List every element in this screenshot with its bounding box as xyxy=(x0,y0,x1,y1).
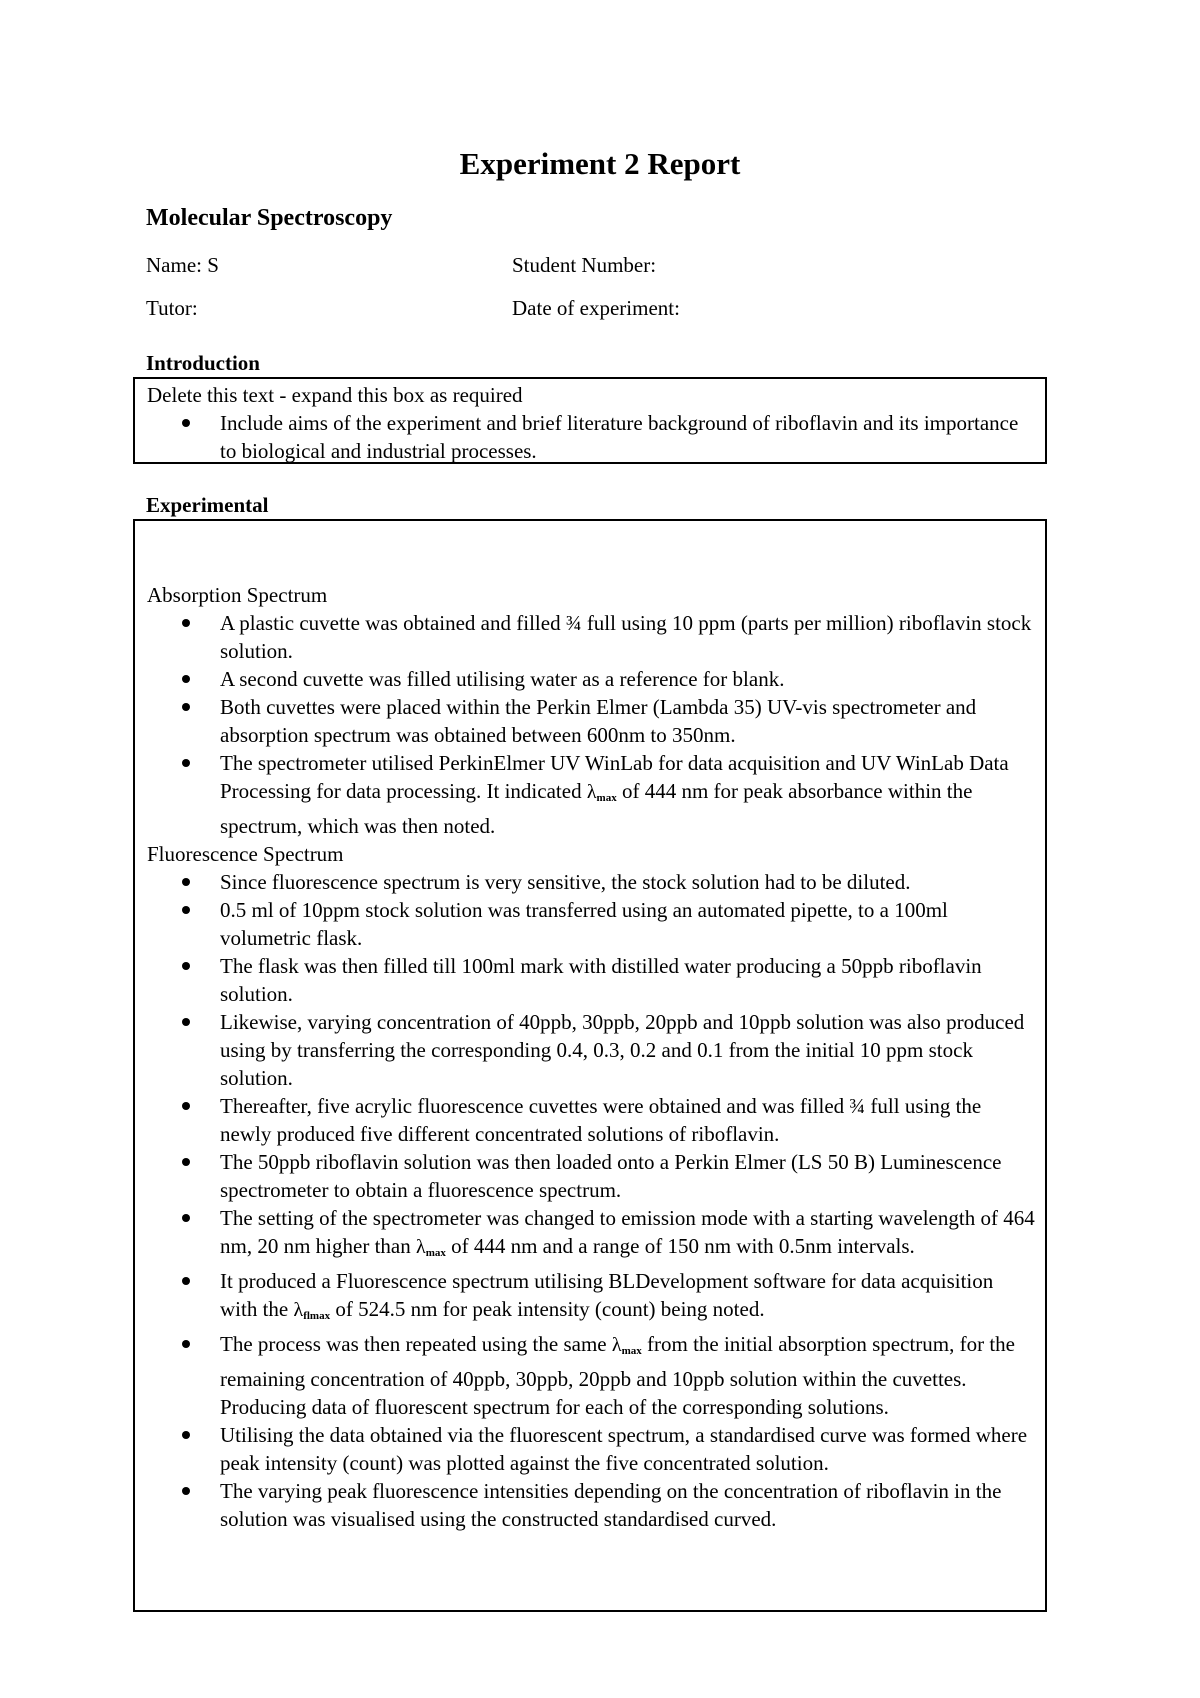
list-item xyxy=(220,1204,1035,1267)
bullet-icon xyxy=(182,1018,190,1026)
list-item xyxy=(220,868,1035,896)
tutor-field: Tutor: xyxy=(146,296,198,320)
list-item xyxy=(220,952,1035,1008)
list-item xyxy=(220,693,1035,749)
bullet-icon xyxy=(182,962,190,970)
introduction-box xyxy=(133,377,1047,464)
page-subtitle: Molecular Spectroscopy xyxy=(146,205,393,231)
list-item-text: A second cuvette was filled utilising water as a reference for blank. xyxy=(220,667,785,691)
bullet-icon xyxy=(182,703,190,711)
lambda-symbol: $\lambda_{max}$ xyxy=(611,1334,642,1357)
list-item-text: Since fluorescence spectrum is very sensitive, the stock solution had to be diluted. xyxy=(220,870,911,894)
list-item-text: The spectrometer utilised PerkinElmer UV WinLab for data acquisition and UV WinLab Data Processing for data processing. It indicated $\lambda_{max}$ of 444 nm for peak absorbance within the spectrum, which was then noted. xyxy=(220,751,1009,838)
bullet-icon xyxy=(182,619,190,627)
list-item xyxy=(220,1477,1035,1533)
bullet-icon xyxy=(182,878,190,886)
bullet-icon xyxy=(182,1214,190,1222)
page-title: Experiment 2 Report xyxy=(459,146,741,181)
introduction-list xyxy=(147,409,1035,465)
list-item-text: Thereafter, five acrylic fluorescence cuvettes were obtained and was filled ¾ full using the newly produced five different concentrated solutions of riboflavin. xyxy=(220,1094,982,1146)
list-item-text: The 50ppb riboflavin solution was then loaded onto a Perkin Elmer (LS 50 B) Luminescence spectrometer to obtain a fluorescence spectrum. xyxy=(220,1150,1002,1202)
bullet-icon xyxy=(182,1277,190,1285)
list-item xyxy=(220,665,1035,693)
fluorescence-list xyxy=(147,868,1035,1533)
list-item xyxy=(220,1267,1035,1330)
list-item xyxy=(220,1148,1035,1204)
list-item-text: 0.5 ml of 10ppm stock solution was transferred using an automated pipette, to a 100ml volumetric flask. xyxy=(220,898,948,950)
list-item-text: The varying peak fluorescence intensities depending on the concentration of riboflavin in the solution was visualised using the constructed standardised curved. xyxy=(220,1479,1002,1531)
bullet-icon xyxy=(182,1487,190,1495)
list-item-text: Likewise, varying concentration of 40ppb, 30ppb, 20ppb and 10ppb solution was also produced using by transferring the corresponding 0.4, 0.3, 0.2 and 0.1 from the initial 10 ppm stock solution. xyxy=(220,1010,1025,1090)
list-item xyxy=(220,1008,1035,1092)
bullet-icon xyxy=(182,675,190,683)
bullet-icon xyxy=(182,906,190,914)
lambda-symbol: $\lambda_{max}$ xyxy=(586,781,617,804)
experimental-box xyxy=(133,519,1047,1612)
bullet-icon xyxy=(182,419,190,427)
list-item xyxy=(220,896,1035,952)
absorption-list xyxy=(147,609,1035,840)
bullet-icon xyxy=(182,759,190,767)
bullet-icon xyxy=(182,1158,190,1166)
date-of-experiment-field: Date of experiment: xyxy=(512,296,680,320)
list-item-text: A plastic cuvette was obtained and filled ¾ full using 10 ppm (parts per million) riboflavin stock solution. xyxy=(220,611,1032,663)
absorption-heading: Absorption Spectrum xyxy=(147,583,328,607)
list-item-text: The flask was then filled till 100ml mark with distilled water producing a 50ppb riboflavin solution. xyxy=(220,954,982,1006)
fluorescence-heading: Fluorescence Spectrum xyxy=(147,842,344,866)
list-item xyxy=(220,1092,1035,1148)
list-item xyxy=(220,1330,1035,1421)
introduction-instruction: Delete this text - expand this box as required xyxy=(147,383,523,407)
lambda-symbol: $\lambda_{max}$ xyxy=(415,1236,446,1259)
list-item-text: The setting of the spectrometer was changed to emission mode with a starting wavelength of 464 nm, 20 nm higher than $\lambda_{max}$ of 444 nm and a range of 150 nm with 0.5nm intervals. xyxy=(220,1206,1035,1259)
list-item xyxy=(220,749,1035,840)
list-item-text: It produced a Fluorescence spectrum utilising BLDevelopment software for data acquisition with the $\lambda_{flmax}$ of 524.5 nm for peak intensity (count) being noted. xyxy=(220,1269,994,1322)
list-item xyxy=(220,609,1035,665)
lambda-symbol: $\lambda_{flmax}$ xyxy=(293,1299,331,1322)
list-item-text: Include aims of the experiment and brief literature background of riboflavin and its importance to biological and industrial processes. xyxy=(220,411,1019,463)
bullet-icon xyxy=(182,1340,190,1348)
list-item-text: Utilising the data obtained via the fluorescent spectrum, a standardised curve was formed where peak intensity (count) was plotted against the five concentrated solution. xyxy=(220,1423,1028,1475)
list-item-text: The process was then repeated using the same $\lambda_{max}$ from the initial absorption spectrum, for the remaining concentration of 40ppb, 30ppb, 20ppb and 10ppb solution within the cuvettes. Producing data of fluorescent spectrum for each of the corresponding solutions. xyxy=(220,1332,1015,1419)
list-item-text: Both cuvettes were placed within the Perkin Elmer (Lambda 35) UV-vis spectrometer and absorption spectrum was obtained between 600nm to 350nm. xyxy=(220,695,977,747)
bullet-icon xyxy=(182,1102,190,1110)
list-item xyxy=(220,1421,1035,1477)
student-number-field: Student Number: xyxy=(512,253,657,277)
experimental-heading: Experimental xyxy=(146,493,269,517)
bullet-icon xyxy=(182,1431,190,1439)
list-item xyxy=(220,409,1035,465)
introduction-heading: Introduction xyxy=(146,351,260,375)
name-field: Name: S xyxy=(146,253,219,277)
